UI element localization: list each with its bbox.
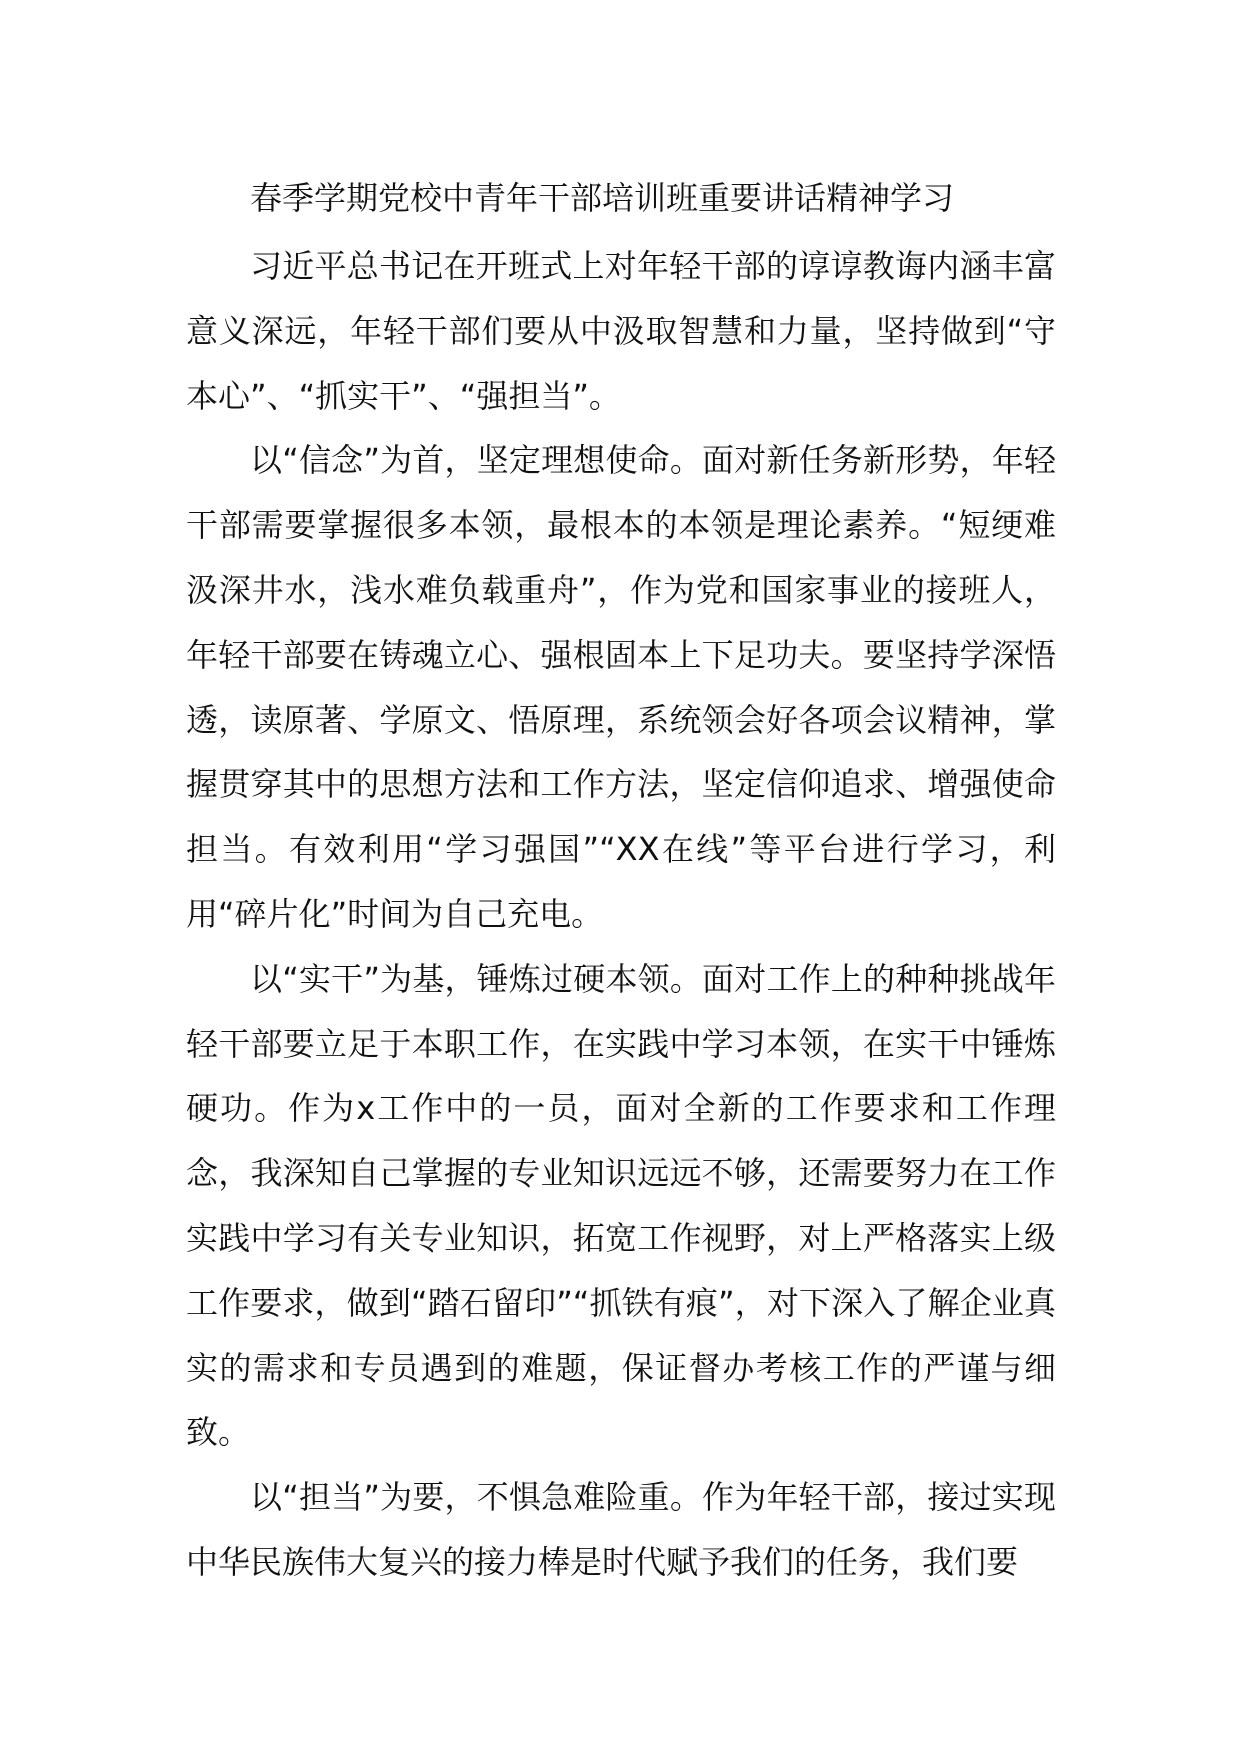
document-title: 春季学期党校中青年干部培训班重要讲话精神学习 xyxy=(250,179,955,217)
paragraph-responsibility: 以“担当”为要，不惧急难险重。作为年轻干部，接过实现中华民族伟大复兴的接力棒是时代赋予我们的任务，我们要 xyxy=(186,1478,1056,1581)
paragraph-belief: 以“信念”为首，坚定理想使命。面对新任务新形势，年轻干部需要掌握很多本领，最根本的本领是理论素养。“短绠难汲深井水，浅水难负载重舟”，作为党和国家事业的接班人，年轻干部要在铸魂立心、强根固本上下足功夫。要坚持学深悟透，读原著、学原文、悟原理，系统领会好各项会议精神，掌握贯穿其中的思想方法和工作方法，坚定信仰追求、增强使命担当。有效利用“学习强国”“XX在线”等平台进行学习，利用“碎片化”时间为自己充电。 xyxy=(186,441,1056,933)
paragraph-practice: 以“实干”为基，锤炼过硬本领。面对工作上的种种挑战年轻干部要立足于本职工作，在实践中学习本领，在实干中锤炼硬功。作为x工作中的一员，面对全新的工作要求和工作理念，我深知自己掌握的专业知识远远不够，还需要努力在工作实践中学习有关专业知识，拓宽工作视野，对上严格落实上级工作要求，做到“踏石留印”“抓铁有痕”，对下深入了解企业真实的需求和专员遇到的难题，保证督办考核工作的严谨与细致。 xyxy=(186,959,1056,1452)
paragraph-intro: 习近平总书记在开班式上对年轻干部的谆谆教诲内涵丰富意义深远，年轻干部们要从中汲取智慧和力量，坚持做到“守本心”、“抓实干”、“强担当”。 xyxy=(186,247,1056,415)
document-body xyxy=(186,234,1056,1595)
